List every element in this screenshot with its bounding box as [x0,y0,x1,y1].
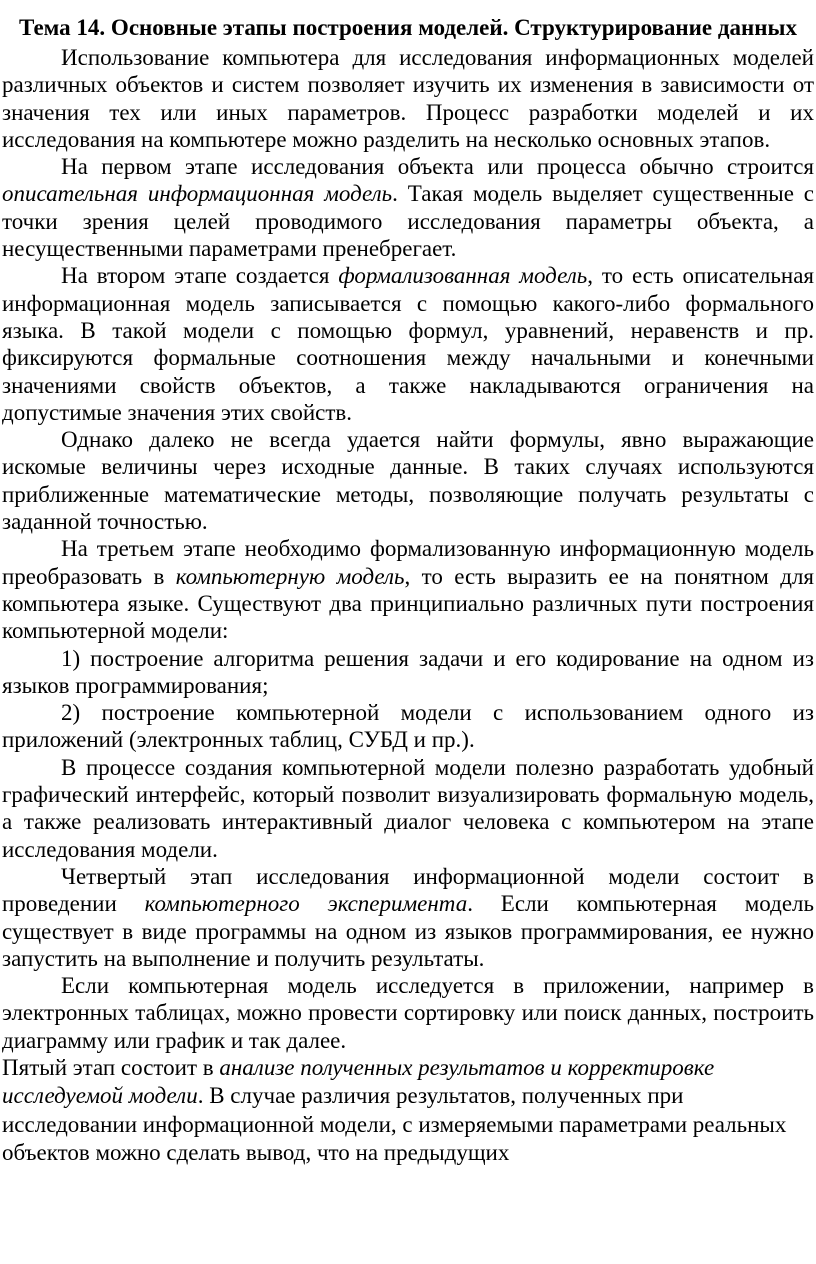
text-run: , то есть выразить ее на понятном для компьютера языке. Существуют два принципиально различных пути построения компьютерной модели: [2,563,814,644]
italic-term: формализованная модель [338,263,588,289]
italic-term: анализе полученных результатов и корректировке исследуемой модели [2,1054,715,1109]
text-run: . Если компьютерная модель существует в виде программы на одном из языков программирования, ее нужно запустить на выполнение и получить результаты. [2,891,814,971]
text-run: В процессе создания компьютерной модели полезно разработать удобный графический интерфейс, который позволит визуализировать формальную модель, а также реализовать интерактивный диалог человека с компьютером на этапе исследования модели. [2,754,814,862]
text-run: Однако далеко не всегда удается найти формулы, явно выражающие искомые величины через исходные данные. В таких случаях используются приближенные математические методы, позволяющие получать результаты с заданной точностью. [2,427,814,535]
paragraph-p5 [2,535,814,644]
document-body [2,44,814,1168]
text-run: . Такая модель выделяет существенные с точки зрения целей проводимого исследования параметры объекта, а несущественными параметрами пренебрегает. [2,181,815,262]
paragraph-p9 [2,863,814,972]
paragraph-p3 [2,262,814,426]
paragraph-p1 [2,44,814,153]
text-run: Если компьютерная модель исследуется в приложении, например в электронных таблицах, можно провести сортировку или поиск данных, построить диаграмму или график и так далее. [2,973,814,1053]
text-run: . В случае различия результатов, полученных при исследовании информационной модели, с измеряемыми параметрами реальных объектов можно сделать вывод, что на предыдущих [2,1083,787,1166]
text-run: 2) построение компьютерной модели с использованием одного из приложений (электронных таблиц, СУБД и пр.). [2,700,814,753]
italic-term: компьютерного эксперимента [144,891,468,917]
paragraph-p2 [2,153,814,262]
paragraph-p8 [2,754,814,863]
text-run: Четвертый этап исследования информационной модели состоит в проведении [2,863,814,917]
text-run: Пятый этап состоит в [2,1054,220,1080]
text-run: На первом этапе исследования объекта или процесса обычно строится [61,154,814,180]
italic-term: описательная информационная модель [2,181,393,207]
text-run: 1) построение алгоритма решения задачи и его кодирование на одном из языков программирования; [2,645,814,698]
document-title: Тема 14. Основные этапы построения моделей. Структурирование данных [19,15,797,40]
paragraph-p11 [2,1054,814,1168]
paragraph-p4 [2,426,814,535]
paragraph-p6 [2,645,814,700]
paragraph-p10 [2,972,814,1054]
text-run: На третьем этапе необходимо формализованную информационную модель преобразовать в [2,536,814,589]
text-run: Использование компьютера для исследования информационных моделей различных объектов и систем позволяет изучить их изменения в зависимости от значения тех или иных параметров. Процесс разработки моделей и их исследования на компьютере можно разделить на несколько основных этапов. [2,45,814,152]
italic-term: компьютерную модель [175,563,405,589]
text-run: На втором этапе создается [61,263,339,289]
text-run: , то есть описательная информационная модель записывается с помощью какого-либо формального языка. В такой модели с помощью формул, уравнений, неравенств и пр. фиксируются формальные соотношения между начальными и конечными значениями свойств объектов, а также накладываются ограничения на допустимые значения этих свойств. [2,263,814,425]
paragraph-p7 [2,699,814,754]
